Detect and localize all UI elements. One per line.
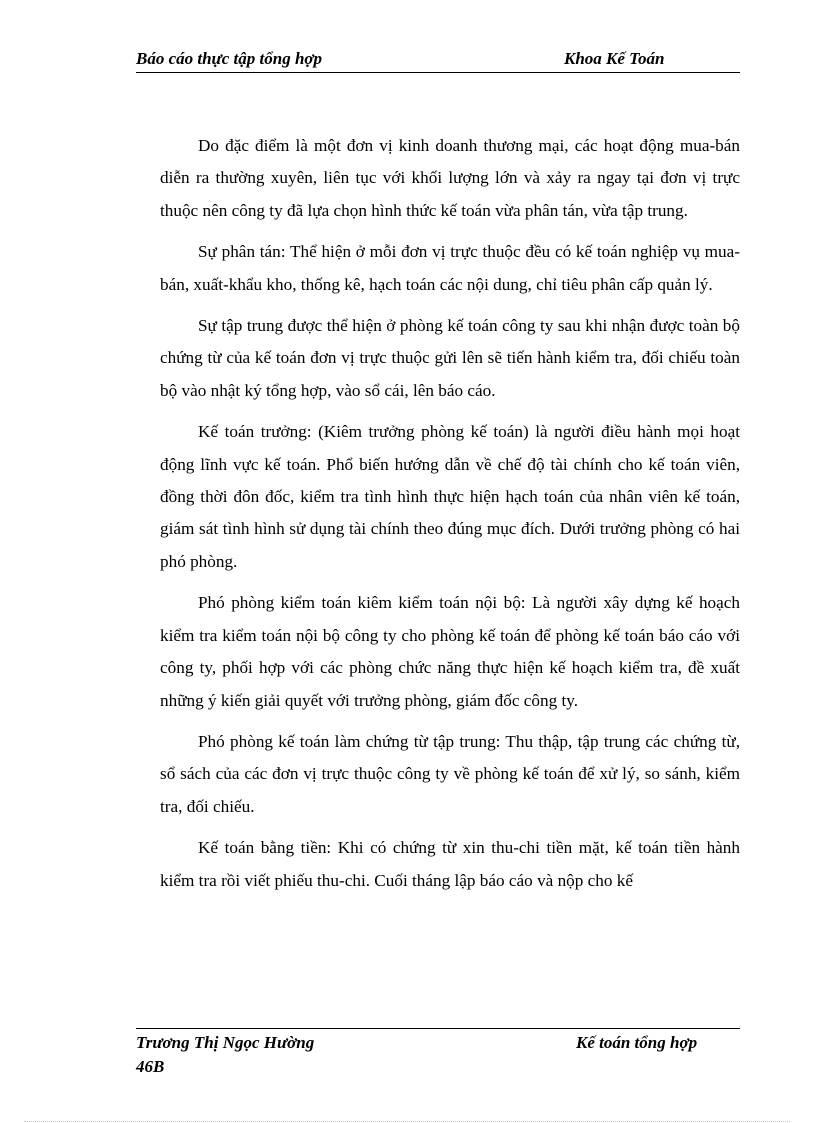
author-name: Trương Thị Ngọc Hường [136,1033,315,1052]
paragraph: Sự phân tán: Thể hiện ở mỗi đơn vị trực thuộc đều có kế toán nghiệp vụ mua-bán, xuất-khẩu kho, thống kê, hạch toán các nội dung, chỉ tiêu phân cấp quản lý. [160,242,740,294]
document-body [160,130,740,906]
page-bottom-divider [24,1121,790,1122]
page-header [136,48,740,73]
department-name: Khoa Kế Toán [564,49,665,68]
report-title: Báo cáo thực tập tổng hợp [136,49,323,68]
paragraph: Kế toán trưởng: (Kiêm trưởng phòng kế toán) là người điều hành mọi hoạt động lĩnh vực kế toán. Phổ biến hướng dẫn về chế độ tài chính cho kế toán viên, đồng thời đôn đốc, kiểm tra tình hình thực hiện hạch toán của nhân viên kế toán, giám sát tình hình sử dụng tài chính theo đúng mục đích. Dưới trưởng phòng có hai phó phòng. [160,422,740,571]
page-footer [136,1028,740,1076]
paragraph: Sự tập trung được thể hiện ở phòng kế toán công ty sau khi nhận được toàn bộ chứng từ của kế toán đơn vị trực thuộc gửi lên sẽ tiến hành kiểm tra, đối chiếu toàn bộ vào nhật ký tổng hợp, vào sổ cái, lên báo cáo. [160,316,740,400]
paragraph: Phó phòng kiểm toán kiêm kiểm toán nội bộ: Là người xây dựng kế hoạch kiểm tra kiểm toán nội bộ công ty cho phòng kế toán để phòng kế toán báo cáo với công ty, phối hợp với các phòng chức năng thực hiện kế hoạch kiểm tra, đề xuất những ý kiến giải quyết với trưởng phòng, giám đốc công ty. [160,593,740,710]
paragraph: Do đặc điểm là một đơn vị kinh doanh thương mại, các hoạt động mua-bán diễn ra thường xuyên, liên tục với khối lượng lớn và xảy ra ngay tại đơn vị trực thuộc nên công ty đã lựa chọn hình thức kế toán vừa phân tán, vừa tập trung. [160,136,740,220]
paragraph: Kế toán bằng tiền: Khi có chứng từ xin thu-chi tiền mặt, kế toán tiền hành kiểm tra rồi viết phiếu thu-chi. Cuối tháng lập báo cáo và nộp cho kế [160,838,740,890]
paragraph: Phó phòng kế toán làm chứng từ tập trung: Thu thập, tập trung các chứng từ, sổ sách của các đơn vị trực thuộc công ty về phòng kế toán để xử lý, so sánh, kiểm tra, đối chiếu. [160,731,740,816]
class-code: 46B [136,1057,165,1076]
major-name: Kế toán tổng hợp [576,1033,698,1052]
